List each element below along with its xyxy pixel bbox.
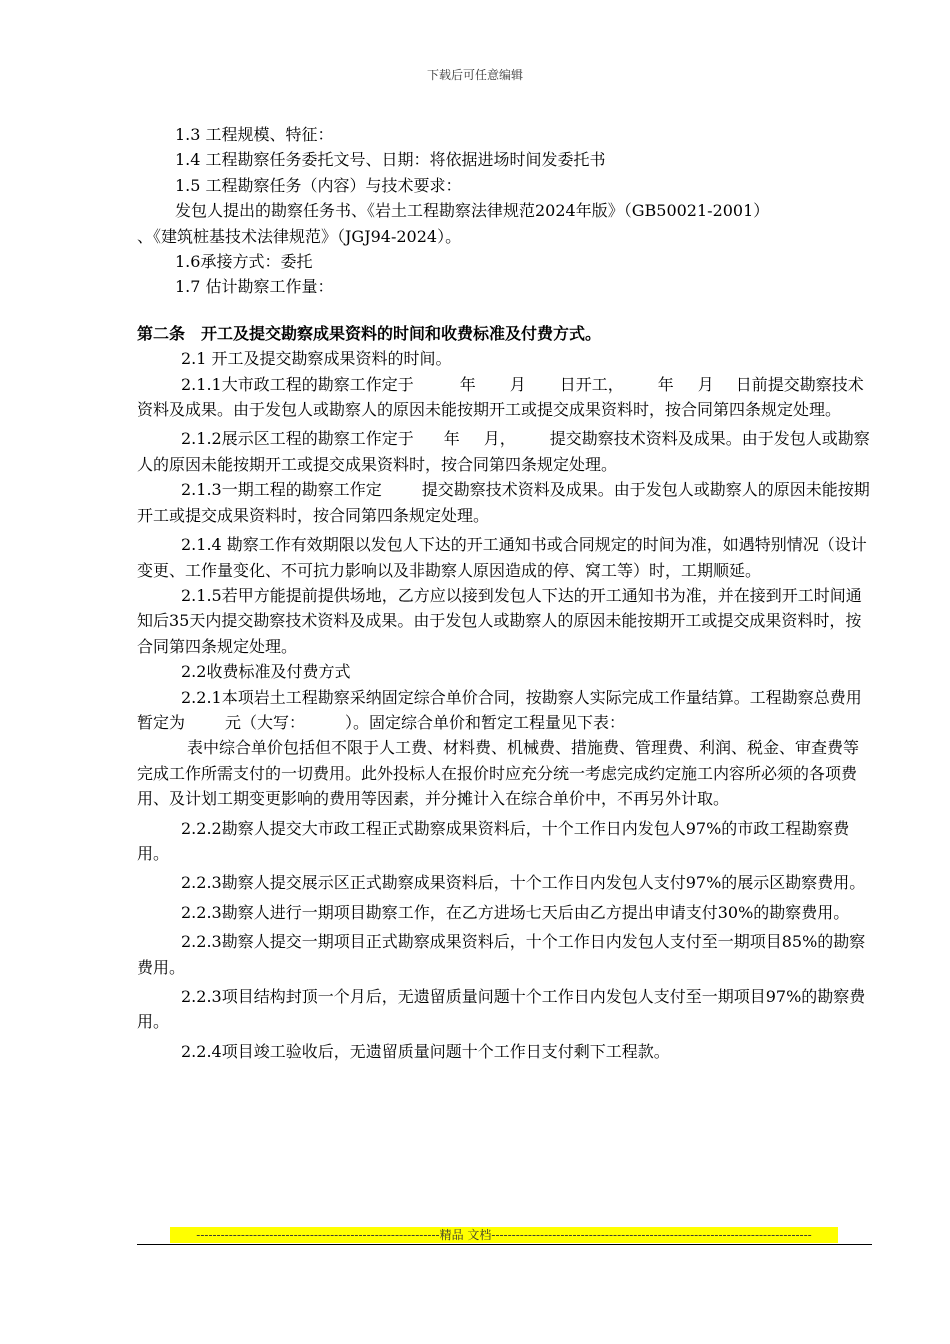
- clause-2-1-5: 2.1.5若甲方能提前提供场地，乙方应以接到发包人下达的开工通知书为准，并在接到开工时间通知后35天内提交勘察技术资料及成果。由于发包人或勘察人的原因未能按期开工或提交成果资料时，按合同第四条规定处理。: [137, 585, 862, 656]
- clause-2-1-3-part: 2.1.3一期工程的勘察工作定: [181, 480, 382, 500]
- clause-2-2-1: [137, 685, 872, 736]
- page-header: 下载后可任意编辑: [426, 68, 523, 82]
- clause-1-5-body-b: 、《建筑桩基技术法律规范》（JGJ94-2024）。: [137, 226, 462, 246]
- clause-2-2-4: 2.2.4项目竣工验收后，无遗留质量问题十个工作日支付剩下工程款。: [181, 1041, 670, 1061]
- clause-2-1-3-rest: 提交勘察技术资料及成果。由于发包人或勘察人的原因未能按期开工或提交成果资料时，按合同第四条规定处理。: [137, 480, 870, 525]
- clause-2-2-3-a: 2.2.3勘察人提交展示区正式勘察成果资料后，十个工作日内发包人支付97%的展示区勘察费用。: [181, 873, 866, 893]
- footer-dashes-left: ------------------------------------------------------------: [196, 1228, 440, 1242]
- clause-2-1-4: 2.1.4 勘察工作有效期限以发包人下达的开工通知书或合同规定的时间为准，如遇特别情况（设计变更、工作量变化、不可抗力影响以及非勘察人原因造成的停、窝工等）时，工期顺延。: [137, 535, 867, 580]
- clause-2-2-3-b: 2.2.3勘察人进行一期项目勘察工作，在乙方进场七天后由乙方提出申请支付30%的勘察费用。: [181, 902, 850, 922]
- clause-2-1: 2.1 开工及提交勘察成果资料的时间。: [181, 349, 452, 369]
- clause-2-1-2-rest: 提交勘察技术资料及成果。由于发包人或勘察人的原因未能按期开工或提交成果资料时，按合同第四条规定处理。: [137, 429, 870, 474]
- clause-2-2-1-part: 2.2.1本项岩土工程勘察采纳固定综合单价合同，按勘察人实际完成工作量结算。工程勘察总费用暂定为: [137, 687, 862, 732]
- amount-words: 元（大写：: [225, 712, 306, 732]
- blank-month: 月: [697, 374, 714, 394]
- blank-month: 月，: [483, 429, 516, 449]
- blank-year: 年: [657, 374, 674, 394]
- clause-1-6: 1.6承接方式：委托: [175, 252, 313, 272]
- clause-1-5: 1.5 工程勘察任务（内容）与技术要求：: [175, 175, 462, 195]
- clause-2-1-1-rest: 日前提交勘察技术资料及成果。由于发包人或勘察人的原因未能按期开工或提交成果资料时，按合同第四条规定处理。: [137, 374, 864, 420]
- clause-1-7: 1.7 估计勘察工作量：: [175, 277, 334, 297]
- article-2-heading: 第二条 开工及提交勘察成果资料的时间和收费标准及付费方式。: [137, 323, 602, 343]
- clause-2-1-1: [137, 372, 872, 423]
- clause-2-1-3: [137, 477, 872, 528]
- clause-2-1-2: [137, 426, 872, 477]
- clause-1-3: 1.3 工程规模、特征：: [175, 125, 334, 144]
- clause-2-1-1-part: 2.1.1大市政工程的勘察工作定于: [181, 374, 414, 394]
- clause-2-2-3-c: 2.2.3勘察人提交一期项目正式勘察成果资料后，十个工作日内发包人支付至一期项目85%的勘察费用。: [137, 932, 866, 977]
- footer-divider: [137, 1244, 872, 1245]
- clause-2-2-2: 2.2.2勘察人提交大市政工程正式勘察成果资料后，十个工作日内发包人97%的市政工程勘察费用。: [137, 818, 850, 863]
- blank-year: 年: [459, 374, 476, 394]
- clause-2-1-2-part: 2.1.2展示区工程的勘察工作定于: [181, 429, 414, 449]
- blank-year: 年: [443, 429, 460, 449]
- clause-1-5-body-a: 发包人提出的勘察任务书、《岩土工程勘察法律规范2024年版》（GB50021-2001）: [175, 201, 770, 221]
- footer-banner: [170, 1227, 838, 1243]
- clause-2-2-1-rest: ）。固定综合单价和暂定工程量见下表：: [345, 712, 626, 732]
- document-body: [137, 122, 872, 1064]
- footer-label: 精品 文档: [439, 1228, 492, 1242]
- clause-2-2-3-d: 2.2.3项目结构封顶一个月后，无遗留质量问题十个工作日内发包人支付至一期项目97%的勘察费用。: [137, 987, 866, 1032]
- blank-day: 日开工，: [559, 374, 624, 394]
- footer-dashes-right: -------------------------------------------------------------------------------: [491, 1228, 812, 1242]
- price-note: 表中综合单价包括但不限于人工费、材料费、机械费、措施费、管理费、利润、税金、审查费等完成工作所需支付的一切费用。此外投标人在报价时应充分统一考虑完成约定施工内容所必须的各项费用、及计划工期变更影响的费用等因素，并分摊计入在综合单价中，不再另外计取。: [137, 738, 860, 809]
- clause-1-4: 1.4 工程勘察任务委托文号、日期：将依据进场时间发委托书: [175, 150, 606, 170]
- clause-2-2: 2.2收费标准及付费方式: [181, 662, 351, 682]
- blank-month: 月: [509, 374, 526, 394]
